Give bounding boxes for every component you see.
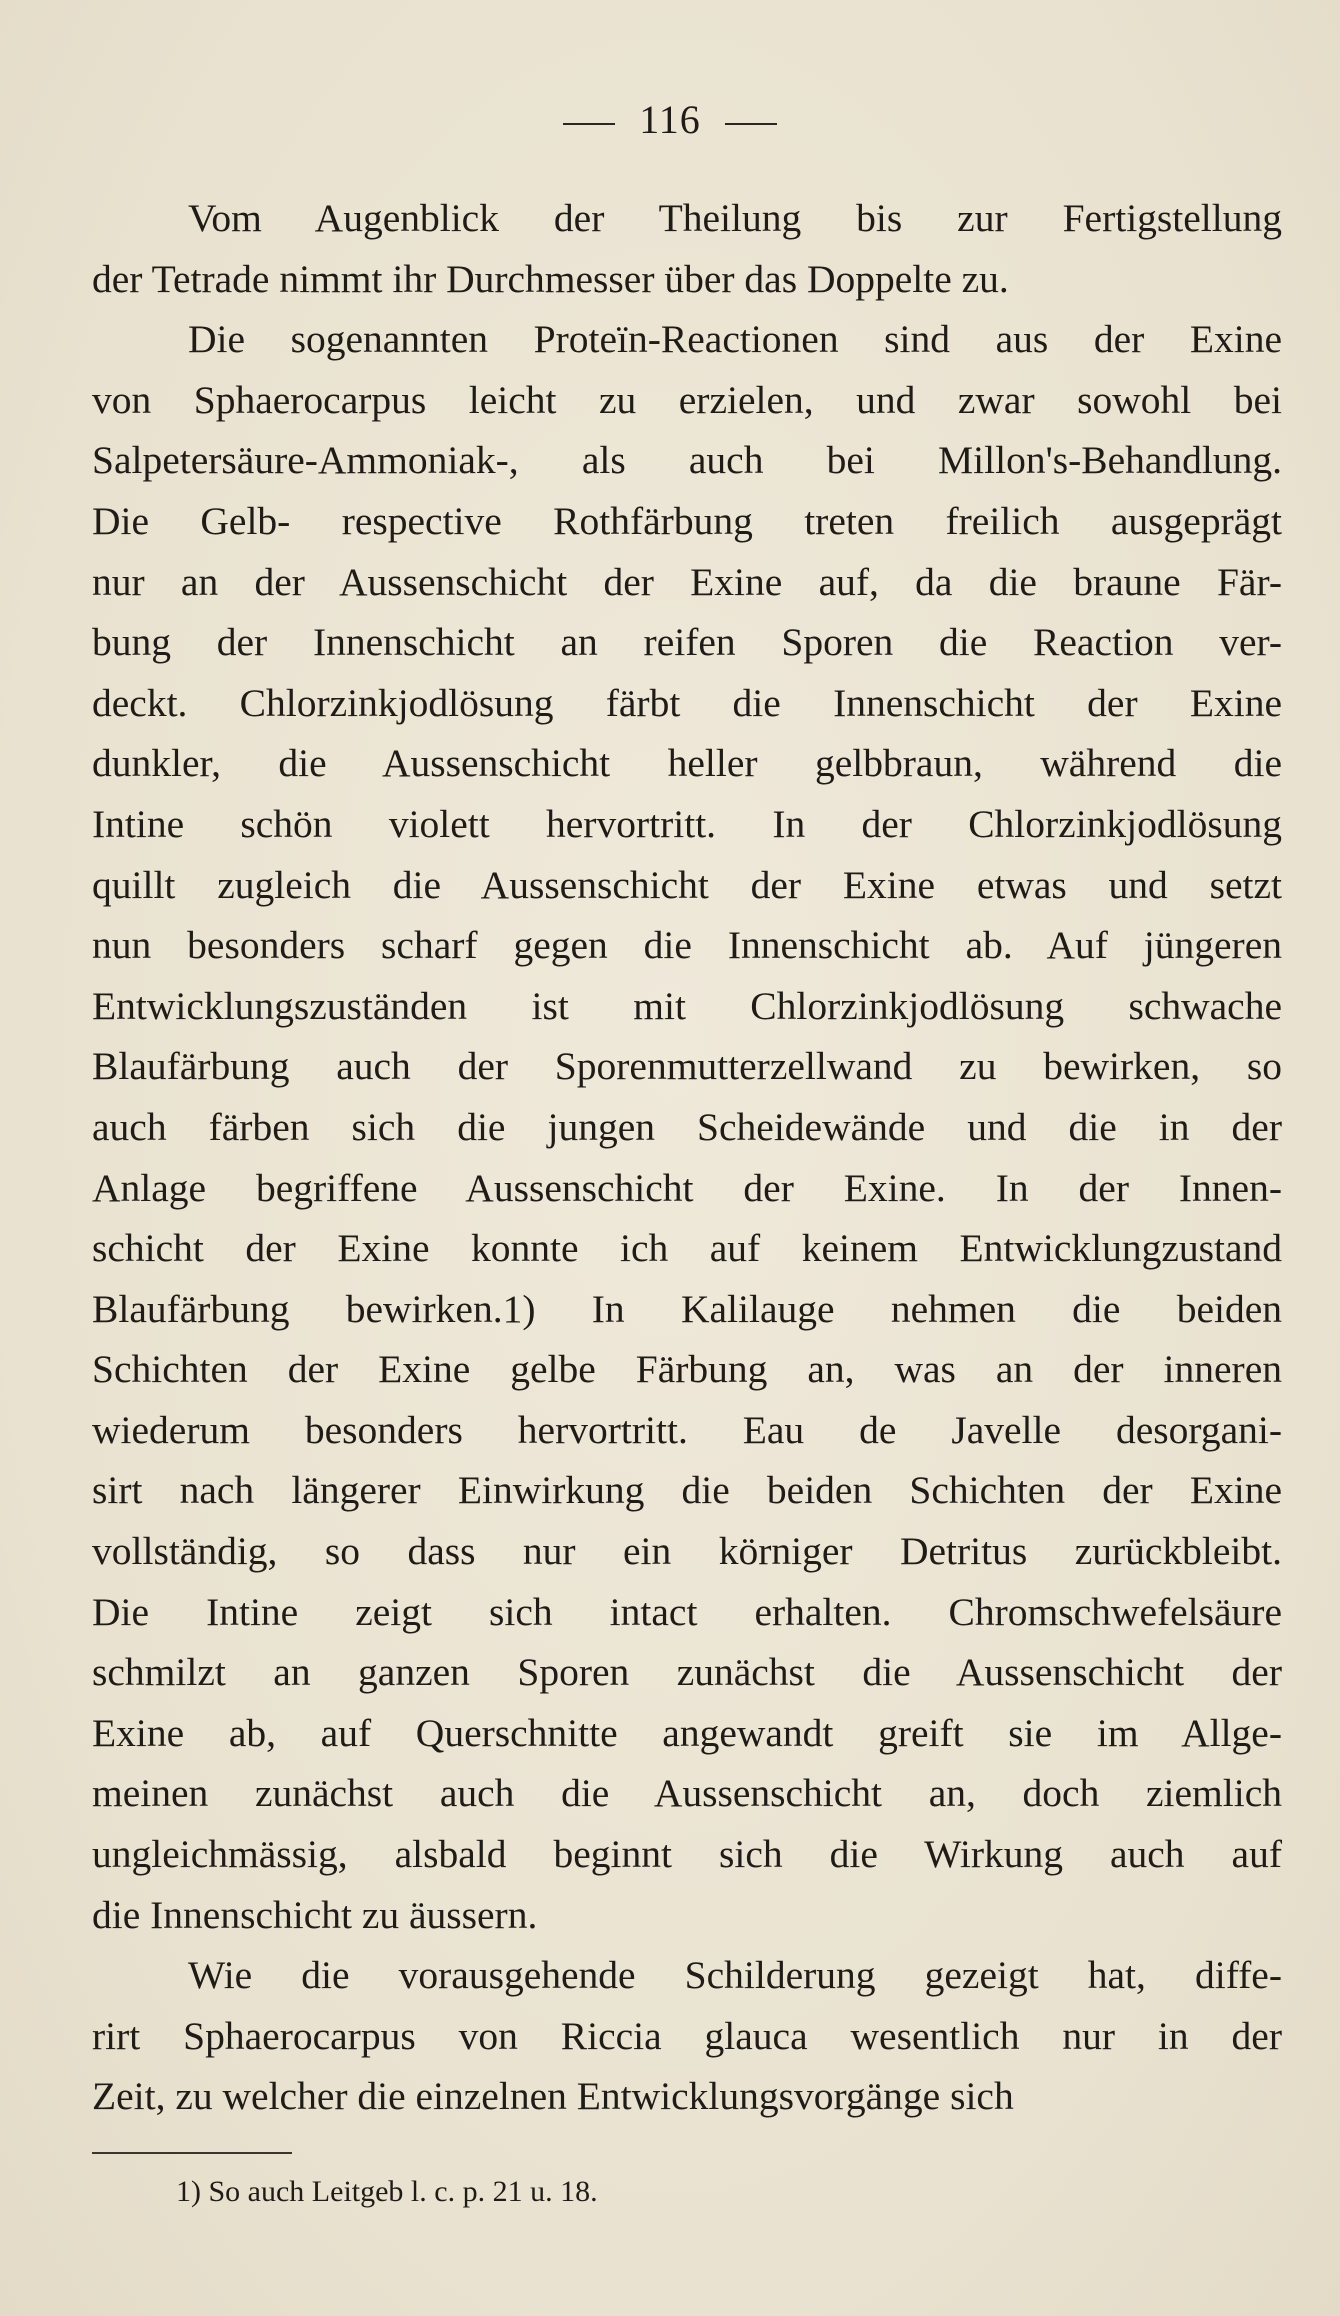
paragraph [92,188,1282,309]
text-line: meinen zunächst auch die Aussenschicht an, doch ziemlich [92,1771,1282,1816]
page-number: 116 [639,97,701,142]
footnote: 1) So auch Leitgeb l. c. p. 21 u. 18. [176,2175,598,2208]
page-number-header [0,96,1340,143]
text-line: wiederum besonders hervortritt. Eau de Javelle desorgani- [92,1407,1282,1452]
text-line: Blaufärbung bewirken.1) In Kalilauge nehmen die beiden [92,1286,1282,1331]
footnote-rule [92,2152,292,2154]
text-line: Vom Augenblick der Theilung bis zur Fertigstellung [188,196,1282,240]
text-line: auch färben sich die jungen Scheidewände und die in der [92,1104,1282,1149]
text-line: Die Intine zeigt sich intact erhalten. Chromschwefelsäure [92,1589,1282,1634]
text-line: sirt nach längerer Einwirkung die beiden Schichten der Exine [92,1468,1282,1513]
right-dash [725,123,777,125]
paragraph [92,309,1282,1945]
text-line: die Innenschicht zu äussern. [92,1892,538,1937]
text-line: von Sphaerocarpus leicht zu erzielen, und zwar sowohl bei [92,377,1282,422]
text-line: Die sogenannten Proteïn-Reactionen sind aus der Exine [188,317,1282,362]
left-dash [563,123,615,125]
text-line: dunkler, die Aussenschicht heller gelbbraun, während die [92,741,1282,786]
text-line: nun besonders scharf gegen die Innenschicht ab. Auf jüngeren [92,923,1282,968]
text-line: deckt. Chlorzinkjodlösung färbt die Innenschicht der Exine [92,680,1282,725]
text-line: Zeit, zu welcher die einzelnen Entwicklungsvorgänge sich [92,2074,1014,2119]
text-line: quillt zugleich die Aussenschicht der Exine etwas und setzt [92,862,1282,907]
text-line: rirt Sphaerocarpus von Riccia glauca wesentlich nur in der [92,2013,1282,2058]
text-line: schmilzt an ganzen Sporen zunächst die Aussenschicht der [92,1650,1282,1695]
text-line: nur an der Aussenschicht der Exine auf, da die braune Fär- [92,559,1282,604]
text-line: Schichten der Exine gelbe Färbung an, was an der inneren [92,1347,1282,1392]
text-line: Exine ab, auf Querschnitte angewandt greift sie im Allge- [92,1710,1282,1755]
text-line: Anlage begriffene Aussenschicht der Exine. In der Innen- [92,1165,1282,1210]
text-line: Intine schön violett hervortritt. In der Chlorzinkjodlösung [92,801,1282,846]
text-line: Wie die vorausgehende Schilderung gezeigt hat, diffe- [188,1953,1282,1998]
text-line: ungleichmässig, alsbald beginnt sich die Wirkung auch auf [92,1832,1282,1877]
body-text [92,188,1282,2127]
text-line: Salpetersäure-Ammoniak-, als auch bei Millon's-Behandlung. [92,438,1282,483]
paragraph [92,1945,1282,2127]
text-line: der Tetrade nimmt ihr Durchmesser über das Doppelte zu. [92,256,1009,301]
text-line: vollständig, so dass nur ein körniger Detritus zurückbleibt. [92,1529,1282,1574]
text-line: Die Gelb- respective Rothfärbung treten freilich ausgeprägt [92,498,1282,543]
text-line: Entwicklungszuständen ist mit Chlorzinkjodlösung schwache [92,983,1282,1028]
text-line: Blaufärbung auch der Sporenmutterzellwand zu bewirken, so [92,1044,1282,1089]
text-line: schicht der Exine konnte ich auf keinem Entwicklungzustand [92,1226,1282,1271]
text-line: bung der Innenschicht an reifen Sporen die Reaction ver- [92,620,1282,665]
